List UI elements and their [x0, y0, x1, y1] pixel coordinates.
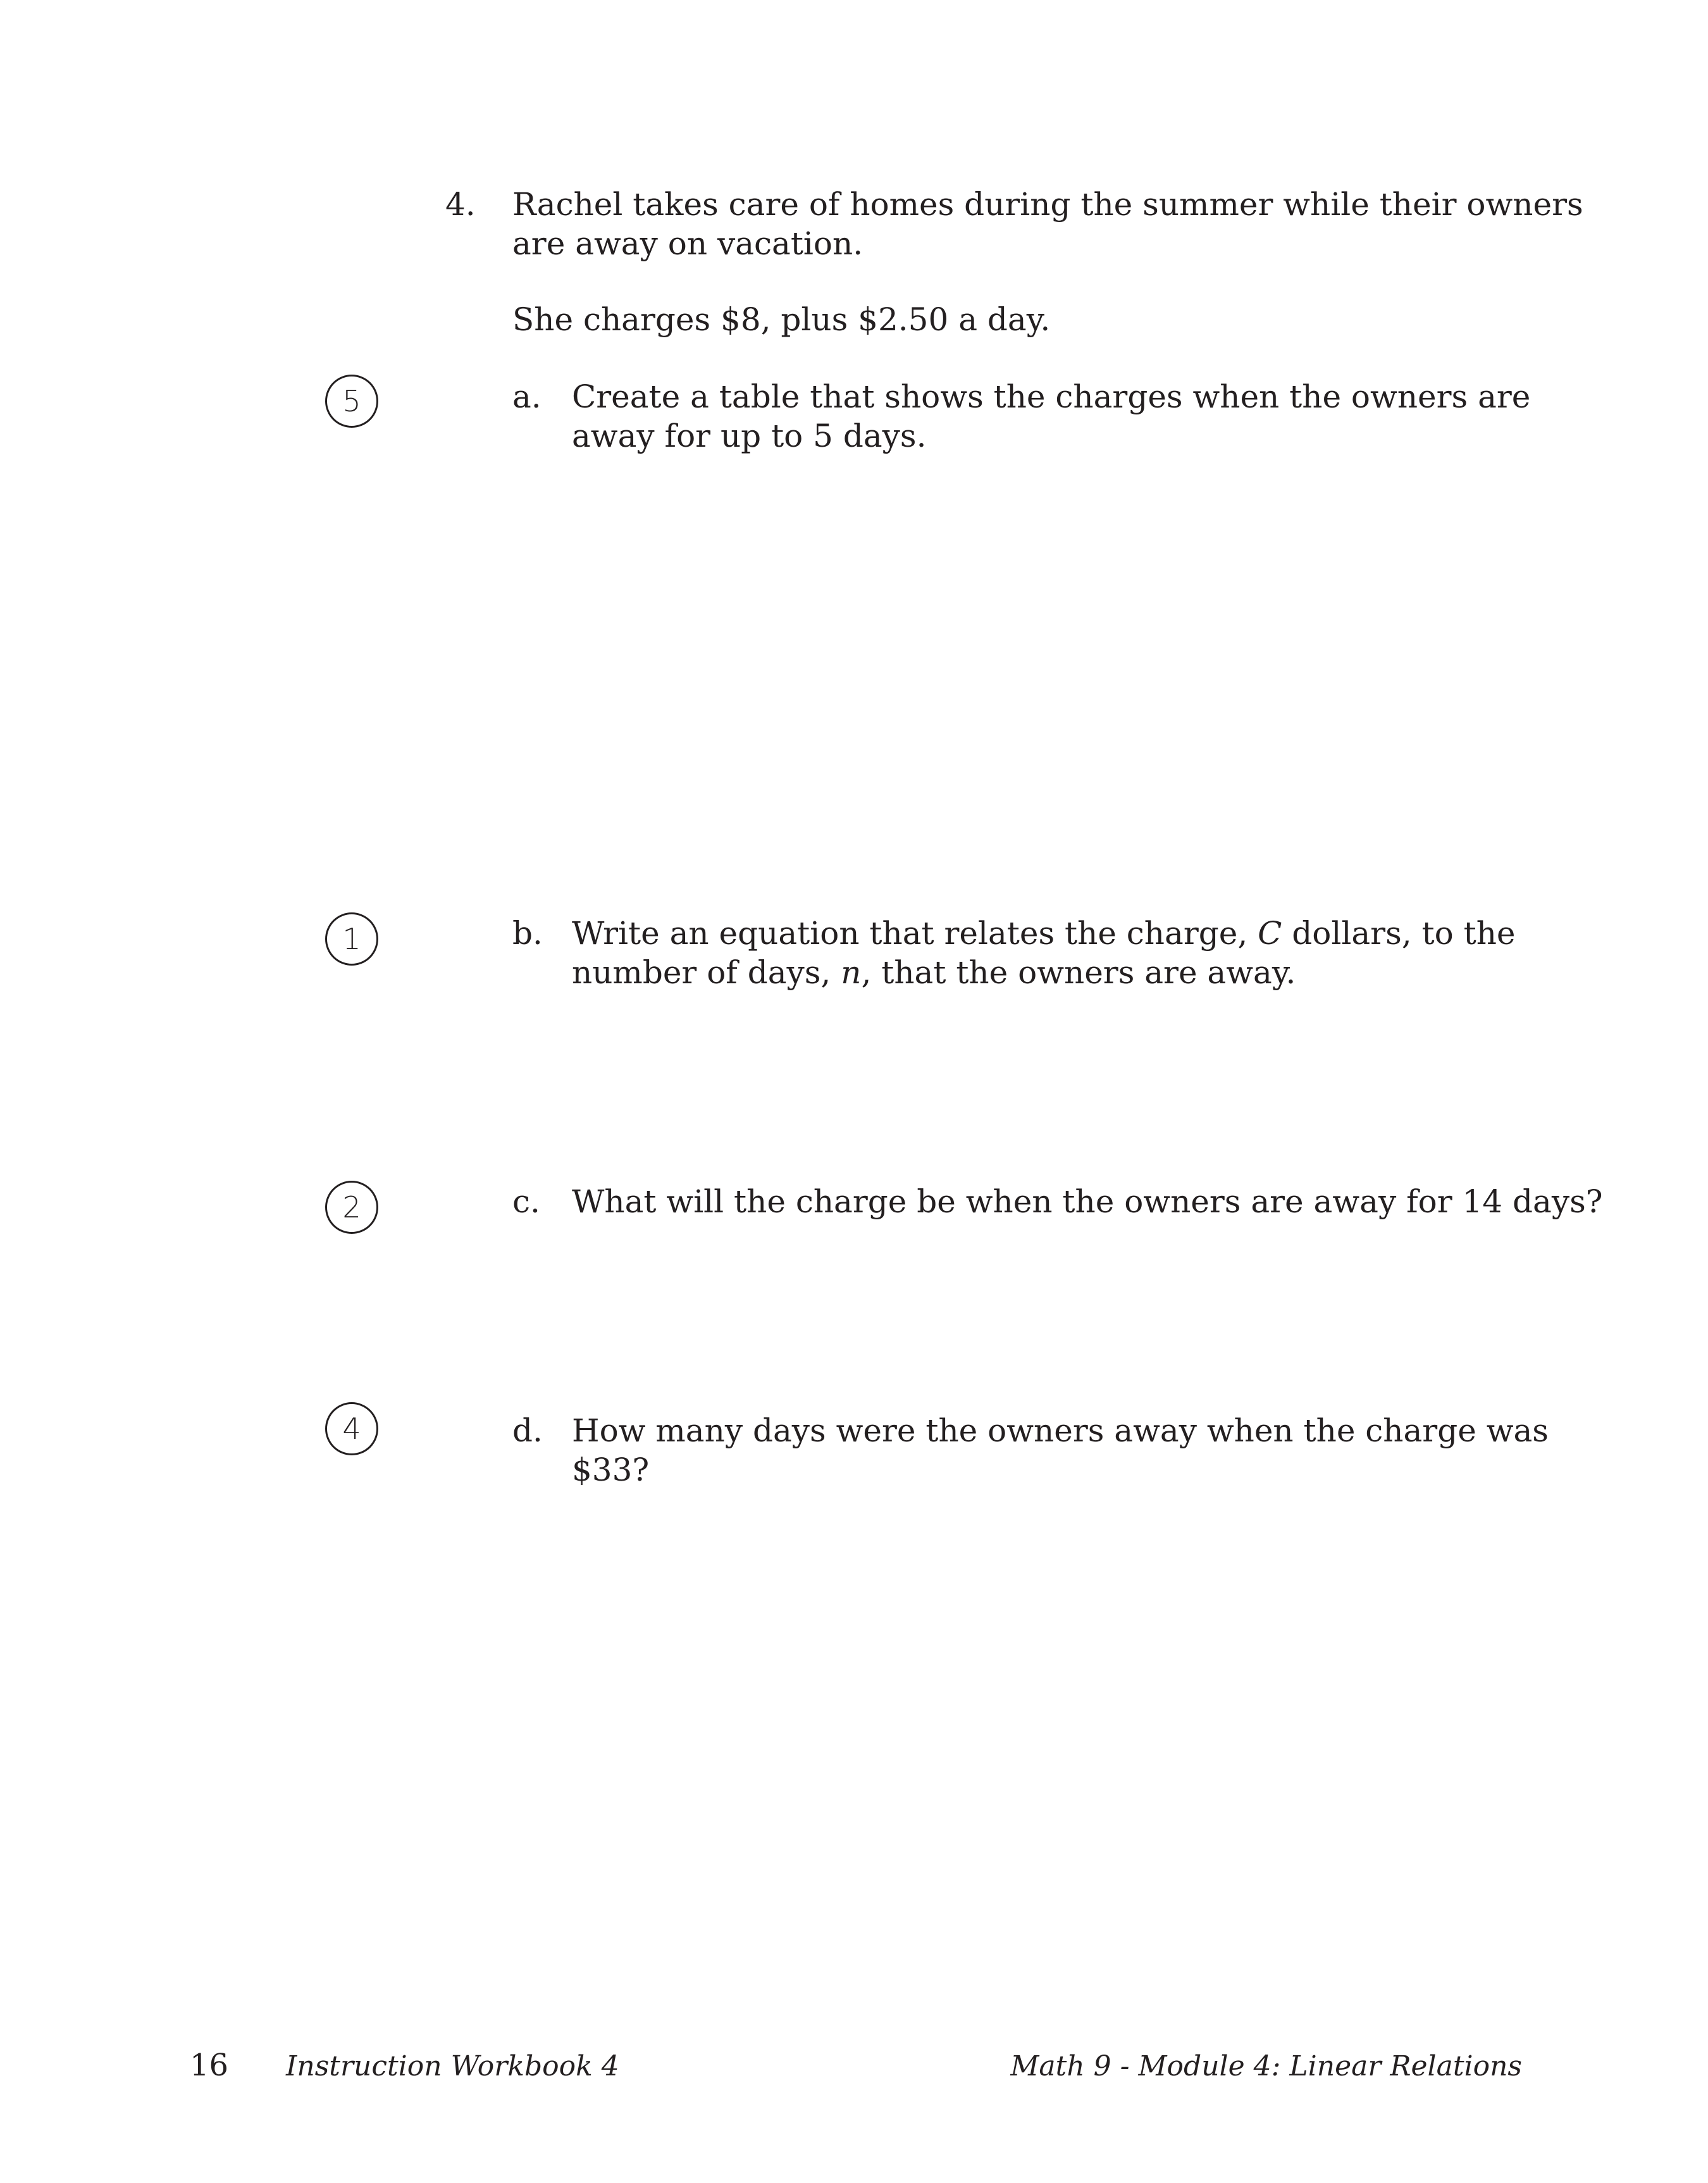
marks-circle-part-d	[325, 1402, 378, 1455]
part-b-text: number of days,	[572, 954, 841, 991]
question-intro-line-1: Rachel takes care of homes during the summer while their owners	[512, 186, 1583, 223]
question-rate: She charges $8, plus $2.50 a day.	[512, 301, 1051, 338]
marks-value: 4	[342, 1412, 361, 1446]
part-d-line-1: How many days were the owners away when the charge was	[572, 1412, 1549, 1449]
marks-circle-part-c	[325, 1181, 378, 1234]
marks-circle-part-b	[325, 912, 378, 966]
variable-c: C	[1258, 915, 1282, 952]
marks-value: 1	[342, 922, 361, 956]
part-b-text: dollars, to the	[1282, 915, 1516, 952]
marks-circle-part-a	[325, 375, 378, 428]
question-intro-line-2: are away on vacation.	[512, 225, 863, 262]
part-c-line-1: What will the charge be when the owners are away for 14 days?	[572, 1183, 1603, 1220]
page-number: 16	[190, 2048, 229, 2083]
part-a-label: a.	[512, 378, 541, 415]
part-c-label: c.	[512, 1183, 540, 1220]
part-d-line-2: $33?	[572, 1452, 650, 1488]
part-d-label: d.	[512, 1412, 543, 1449]
marks-value: 2	[342, 1190, 361, 1224]
footer-workbook-title: Instruction Workbook 4	[286, 2050, 619, 2082]
part-b-line-1	[572, 914, 1516, 953]
part-b-text: , that the owners are away.	[861, 954, 1296, 991]
part-a-line-2: away for up to 5 days.	[572, 418, 927, 454]
variable-n: n	[841, 954, 862, 991]
footer-course-title: Math 9 - Module 4: Linear Relations	[1010, 2050, 1522, 2082]
marks-value: 5	[342, 384, 361, 418]
part-b-label: b.	[512, 915, 543, 952]
part-b-text: Write an equation that relates the charge,	[572, 915, 1258, 952]
part-b-line-2	[572, 953, 1296, 992]
part-a-line-1: Create a table that shows the charges when the owners are	[572, 378, 1531, 415]
question-number: 4.	[445, 186, 476, 223]
